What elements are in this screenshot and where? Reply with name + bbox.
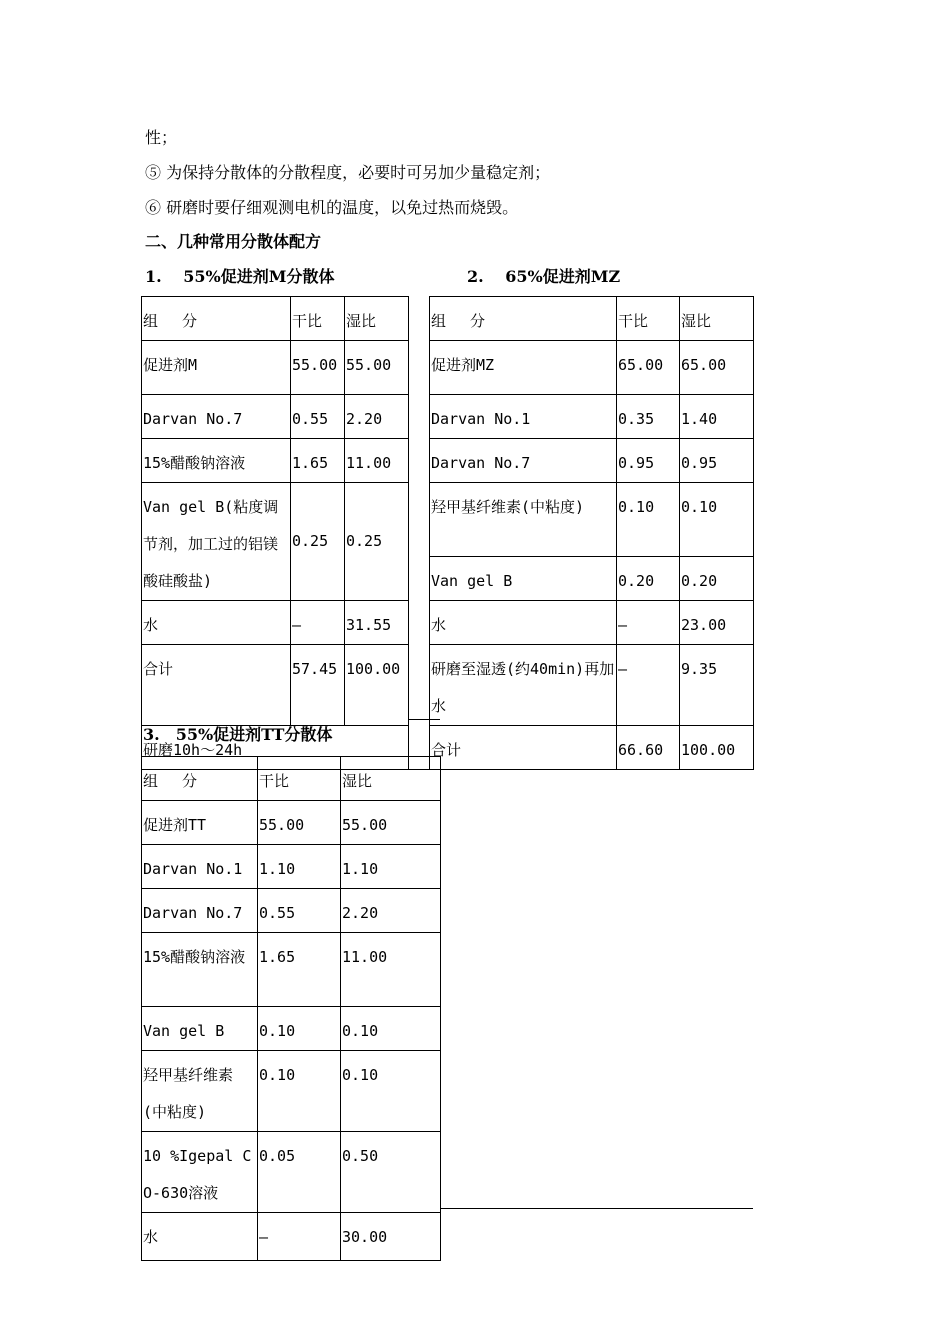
paragraph-line-2: ⑤ 为保持分散体的分散程度，必要时可另加少量稳定剂；	[145, 163, 551, 182]
t1-cell: Van gel B(粘度调节剂，加工过的铝镁酸硅酸盐)	[142, 483, 291, 601]
table-row	[142, 395, 754, 439]
table-row	[142, 297, 754, 341]
t3-cell: 55.00	[258, 801, 341, 845]
table-row	[142, 889, 441, 933]
t1-cell: 55.00	[291, 341, 345, 395]
table1-heading: 1. 55%促进剂M分散体	[145, 267, 335, 286]
t2-cell: Darvan No.7	[430, 439, 617, 483]
table-separator	[409, 297, 430, 341]
t3-cell: 0.50	[341, 1132, 441, 1213]
table3-heading: 3. 55%促进剂TT分散体	[143, 725, 333, 744]
t2-cell: 0.10	[617, 483, 680, 557]
t1-cell: 11.00	[345, 439, 409, 483]
t2-header-dry: 干比	[617, 297, 680, 341]
t1-cell: 0.55	[291, 395, 345, 439]
t3-cell: 0.05	[258, 1132, 341, 1213]
table-row	[142, 601, 754, 645]
t2-cell: 1.40	[680, 395, 754, 439]
t1-cell: Darvan No.7	[142, 395, 291, 439]
t2-cell: 羟甲基纤维素(中粘度)	[430, 483, 617, 557]
table-row	[142, 1132, 441, 1213]
table-row	[142, 757, 441, 801]
t2-header-component: 组 分	[430, 297, 617, 341]
t3-cell: 30.00	[341, 1213, 441, 1261]
t3-cell: 15%醋酸钠溶液	[142, 933, 258, 1007]
t2-cell: 65.00	[680, 341, 754, 395]
t2-cell: 合计	[430, 726, 617, 770]
table-separator	[409, 439, 430, 483]
t2-header-wet: 湿比	[680, 297, 754, 341]
table-row	[142, 483, 754, 557]
t1-header-wet: 湿比	[345, 297, 409, 341]
formula-table-tt	[141, 756, 441, 1261]
t2-cell: 0.20	[680, 557, 754, 601]
table-row	[142, 341, 754, 395]
t1-cell: 合计	[142, 645, 291, 726]
t3-cell: Van gel B	[142, 1007, 258, 1051]
table-row	[142, 1007, 441, 1051]
table-separator	[409, 341, 430, 395]
table-row	[142, 801, 441, 845]
t1-cell: 31.55	[345, 601, 409, 645]
table-row	[142, 645, 754, 726]
t3-cell: 11.00	[341, 933, 441, 1007]
t3-cell: 2.20	[341, 889, 441, 933]
section-title: 二、几种常用分散体配方	[145, 232, 322, 251]
table-row	[142, 933, 441, 1007]
t1-cell: 促进剂M	[142, 341, 291, 395]
t2-cell: Van gel B	[430, 557, 617, 601]
t3-cell: 水	[142, 1213, 258, 1261]
t3-cell: 0.10	[258, 1007, 341, 1051]
t3-cell: 1.10	[341, 845, 441, 889]
t2-cell: 65.00	[617, 341, 680, 395]
t2-cell: 0.35	[617, 395, 680, 439]
t1-cell: 1.65	[291, 439, 345, 483]
formula-table-m-mz	[141, 296, 754, 770]
t3-cell: 0.10	[341, 1007, 441, 1051]
table-row	[142, 1213, 441, 1261]
t3-cell: Darvan No.7	[142, 889, 258, 933]
table-row	[142, 439, 754, 483]
horizontal-rule	[408, 719, 440, 720]
t3-cell: 1.10	[258, 845, 341, 889]
t3-cell: 0.10	[258, 1051, 341, 1132]
table2-heading: 2. 65%促进剂MZ	[467, 267, 621, 286]
table-row	[142, 845, 441, 889]
t2-cell: 0.95	[617, 439, 680, 483]
t1-cell: —	[291, 601, 345, 645]
paragraph-line-1: 性；	[145, 128, 178, 147]
t1-header-component: 组 分	[142, 297, 291, 341]
table-separator	[409, 601, 430, 645]
t1-cell: 水	[142, 601, 291, 645]
t3-cell: Darvan No.1	[142, 845, 258, 889]
t3-cell: 羟甲基纤维素(中粘度)	[142, 1051, 258, 1132]
t3-header-dry: 干比	[258, 757, 341, 801]
t2-cell: 研磨至湿透(约40min)再加水	[430, 645, 617, 726]
t1-cell: 55.00	[345, 341, 409, 395]
t3-cell: 0.55	[258, 889, 341, 933]
t1-cell: 0.25	[345, 483, 409, 601]
t3-cell: 10 %Igepal CO-630溶液	[142, 1132, 258, 1213]
t1-footer: 研磨10h～24h	[142, 726, 409, 770]
t1-header-dry: 干比	[291, 297, 345, 341]
table-row	[142, 1051, 441, 1132]
t3-cell: 0.10	[341, 1051, 441, 1132]
t2-cell: 9.35	[680, 645, 754, 726]
paragraph-line-3: ⑥ 研磨时要仔细观测电机的温度，以免过热而烧毁。	[145, 198, 519, 217]
table-separator	[409, 483, 430, 601]
t2-cell: 66.60	[617, 726, 680, 770]
t2-cell: 100.00	[680, 726, 754, 770]
t2-cell: —	[617, 645, 680, 726]
t2-cell: —	[617, 601, 680, 645]
t1-cell: 100.00	[345, 645, 409, 726]
t1-cell: 57.45	[291, 645, 345, 726]
t3-cell: 1.65	[258, 933, 341, 1007]
t2-cell: 水	[430, 601, 617, 645]
t3-header-wet: 湿比	[341, 757, 441, 801]
t2-cell: 促进剂MZ	[430, 341, 617, 395]
t2-cell: 23.00	[680, 601, 754, 645]
table-separator	[409, 645, 430, 726]
t2-cell: 0.20	[617, 557, 680, 601]
t3-cell: 55.00	[341, 801, 441, 845]
t1-cell: 0.25	[291, 483, 345, 601]
t2-cell: Darvan No.1	[430, 395, 617, 439]
t1-cell: 15%醋酸钠溶液	[142, 439, 291, 483]
t3-header-component: 组 分	[142, 757, 258, 801]
horizontal-rule	[440, 1208, 753, 1209]
t3-cell: 促进剂TT	[142, 801, 258, 845]
table-separator	[409, 395, 430, 439]
t2-cell: 0.95	[680, 439, 754, 483]
t2-cell: 0.10	[680, 483, 754, 557]
t3-cell: —	[258, 1213, 341, 1261]
t1-cell: 2.20	[345, 395, 409, 439]
